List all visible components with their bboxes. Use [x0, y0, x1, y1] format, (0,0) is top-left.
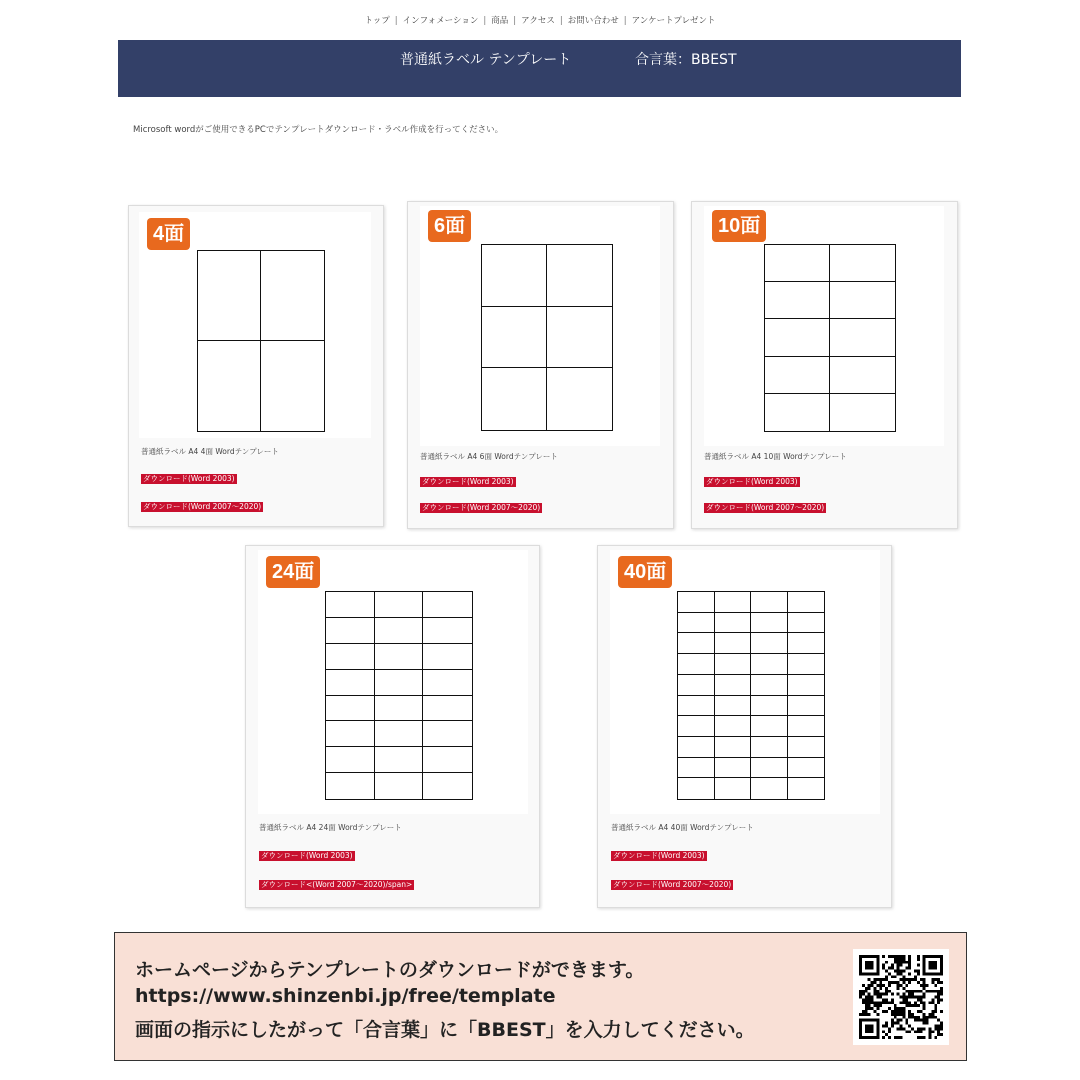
- label-cell: [751, 716, 788, 737]
- template-card-10: [691, 201, 958, 529]
- nav-separator: |: [623, 16, 627, 26]
- label-cell: [261, 251, 324, 341]
- label-cell: [261, 341, 324, 431]
- intro-text: Microsoft wordがご使用できるPCでテンプレートダウンロード・ラベル作成を行ってください。: [133, 125, 504, 135]
- label-cell: [765, 357, 830, 394]
- download-word-2003-link[interactable]: ダウンロード(Word 2003): [706, 477, 798, 486]
- nav-separator: |: [513, 16, 517, 26]
- download-info-text: ホームページからテンプレートのダウンロードができます。: [135, 959, 645, 981]
- label-cell: [423, 747, 472, 773]
- label-preview: [258, 550, 528, 814]
- label-cell: [326, 747, 375, 773]
- label-cell: [423, 670, 472, 696]
- label-cell: [788, 613, 825, 634]
- download-word-2007-link[interactable]: ダウンロード(Word 2007～2020): [422, 503, 541, 512]
- label-cell: [423, 592, 472, 618]
- nav-link-top[interactable]: トップ: [364, 16, 390, 26]
- label-cell: [482, 368, 547, 430]
- label-cell: [715, 716, 752, 737]
- label-sheet-grid: [677, 591, 825, 800]
- card-caption: 普通紙ラベル A4 6面 Wordテンプレート: [420, 452, 558, 461]
- label-cell: [788, 737, 825, 758]
- nav-separator: |: [559, 16, 563, 26]
- label-cell: [423, 773, 472, 799]
- nav-link-products[interactable]: 商品: [491, 16, 509, 26]
- label-cell: [423, 696, 472, 722]
- qr-code-icon: [853, 949, 949, 1045]
- download-word-2003-link[interactable]: ダウンロード(Word 2003): [261, 851, 353, 860]
- label-preview: [139, 212, 371, 438]
- label-cell: [751, 778, 788, 799]
- label-cell: [423, 721, 472, 747]
- label-cell: [547, 368, 612, 430]
- label-cell: [751, 613, 788, 634]
- label-cell: [678, 778, 715, 799]
- top-nav: [0, 14, 1080, 26]
- label-cell: [198, 341, 261, 431]
- label-cell: [375, 696, 424, 722]
- label-cell: [715, 696, 752, 717]
- label-sheet-grid: [197, 250, 325, 432]
- download-word-2003-link[interactable]: ダウンロード(Word 2003): [422, 477, 514, 486]
- label-cell: [326, 696, 375, 722]
- label-cell: [788, 696, 825, 717]
- passphrase-label: 合言葉：BBEST: [635, 52, 737, 68]
- label-cell: [715, 633, 752, 654]
- download-word-2003-link[interactable]: ダウンロード(Word 2003): [143, 474, 235, 483]
- download-word-2007-link[interactable]: ダウンロード(Word 2007～2020): [613, 880, 732, 889]
- nav-link-contact[interactable]: お問い合わせ: [567, 16, 619, 26]
- label-preview: [420, 206, 660, 446]
- download-word-2007-link[interactable]: ダウンロード(Word 2007～2020): [706, 503, 825, 512]
- card-caption: 普通紙ラベル A4 40面 Wordテンプレート: [611, 823, 754, 832]
- label-cell: [715, 737, 752, 758]
- label-cell: [830, 319, 895, 356]
- label-cell: [715, 613, 752, 634]
- nav-link-survey-present[interactable]: アンケートプレゼント: [631, 16, 716, 26]
- label-cell: [423, 618, 472, 644]
- label-cell: [375, 773, 424, 799]
- label-cell: [678, 654, 715, 675]
- label-cell: [830, 394, 895, 431]
- label-count-badge: 4面: [147, 218, 190, 250]
- label-cell: [326, 670, 375, 696]
- label-cell: [765, 394, 830, 431]
- template-url: https://www.shinzenbi.jp/free/template: [135, 985, 556, 1007]
- label-cell: [715, 778, 752, 799]
- label-cell: [788, 716, 825, 737]
- label-cell: [326, 592, 375, 618]
- label-cell: [751, 737, 788, 758]
- label-cell: [715, 758, 752, 779]
- label-cell: [678, 696, 715, 717]
- label-cell: [678, 716, 715, 737]
- label-cell: [751, 633, 788, 654]
- label-count-badge: 40面: [618, 556, 672, 588]
- card-caption: 普通紙ラベル A4 4面 Wordテンプレート: [141, 447, 279, 456]
- card-caption: 普通紙ラベル A4 10面 Wordテンプレート: [704, 452, 847, 461]
- nav-separator: |: [483, 16, 487, 26]
- label-cell: [375, 644, 424, 670]
- label-cell: [375, 721, 424, 747]
- label-cell: [830, 357, 895, 394]
- header-banner: [118, 40, 961, 97]
- label-preview: [610, 550, 880, 814]
- passphrase-instruction: 画面の指示にしたがって「合言葉」に「BBEST」を入力してください。: [135, 1019, 755, 1041]
- page-title: 普通紙ラベル テンプレート: [400, 52, 572, 68]
- label-cell: [788, 675, 825, 696]
- label-cell: [751, 592, 788, 613]
- template-card-6: [407, 201, 674, 529]
- label-cell: [326, 721, 375, 747]
- label-sheet-grid: [481, 244, 613, 431]
- label-cell: [375, 670, 424, 696]
- label-cell: [547, 245, 612, 307]
- label-cell: [751, 654, 788, 675]
- label-cell: [678, 758, 715, 779]
- template-card-24: [245, 545, 540, 908]
- label-count-badge: 10面: [712, 210, 766, 242]
- label-preview: [704, 206, 944, 446]
- label-cell: [751, 675, 788, 696]
- download-word-2007-link[interactable]: ダウンロード(Word 2007～2020): [143, 502, 262, 511]
- label-cell: [788, 633, 825, 654]
- label-cell: [198, 251, 261, 341]
- label-cell: [788, 758, 825, 779]
- download-info-box: [114, 932, 967, 1061]
- label-cell: [788, 778, 825, 799]
- label-cell: [830, 245, 895, 282]
- label-cell: [765, 319, 830, 356]
- label-cell: [547, 307, 612, 369]
- label-cell: [423, 644, 472, 670]
- label-cell: [678, 613, 715, 634]
- label-cell: [326, 773, 375, 799]
- download-word-2003-link[interactable]: ダウンロード(Word 2003): [613, 851, 705, 860]
- nav-link-information[interactable]: インフォメーション: [402, 16, 479, 26]
- label-cell: [375, 747, 424, 773]
- label-cell: [788, 654, 825, 675]
- label-count-badge: 24面: [266, 556, 320, 588]
- label-count-badge: 6面: [428, 210, 471, 242]
- label-cell: [751, 696, 788, 717]
- label-cell: [678, 737, 715, 758]
- label-sheet-grid: [325, 591, 473, 800]
- label-cell: [765, 245, 830, 282]
- label-cell: [326, 644, 375, 670]
- label-cell: [788, 592, 825, 613]
- download-word-2007-link[interactable]: ダウンロード<(Word 2007～2020)/span>: [261, 880, 413, 889]
- label-cell: [765, 282, 830, 319]
- label-cell: [830, 282, 895, 319]
- label-cell: [678, 675, 715, 696]
- label-cell: [326, 618, 375, 644]
- label-cell: [678, 633, 715, 654]
- label-cell: [715, 675, 752, 696]
- card-caption: 普通紙ラベル A4 24面 Wordテンプレート: [259, 823, 402, 832]
- label-sheet-grid: [764, 244, 896, 432]
- nav-link-access[interactable]: アクセス: [521, 16, 555, 26]
- template-card-4: [128, 205, 384, 527]
- template-card-40: [597, 545, 892, 908]
- label-cell: [678, 592, 715, 613]
- label-cell: [375, 618, 424, 644]
- label-cell: [482, 307, 547, 369]
- label-cell: [715, 654, 752, 675]
- label-cell: [375, 592, 424, 618]
- label-cell: [482, 245, 547, 307]
- label-cell: [715, 592, 752, 613]
- label-cell: [751, 758, 788, 779]
- nav-separator: |: [394, 16, 398, 26]
